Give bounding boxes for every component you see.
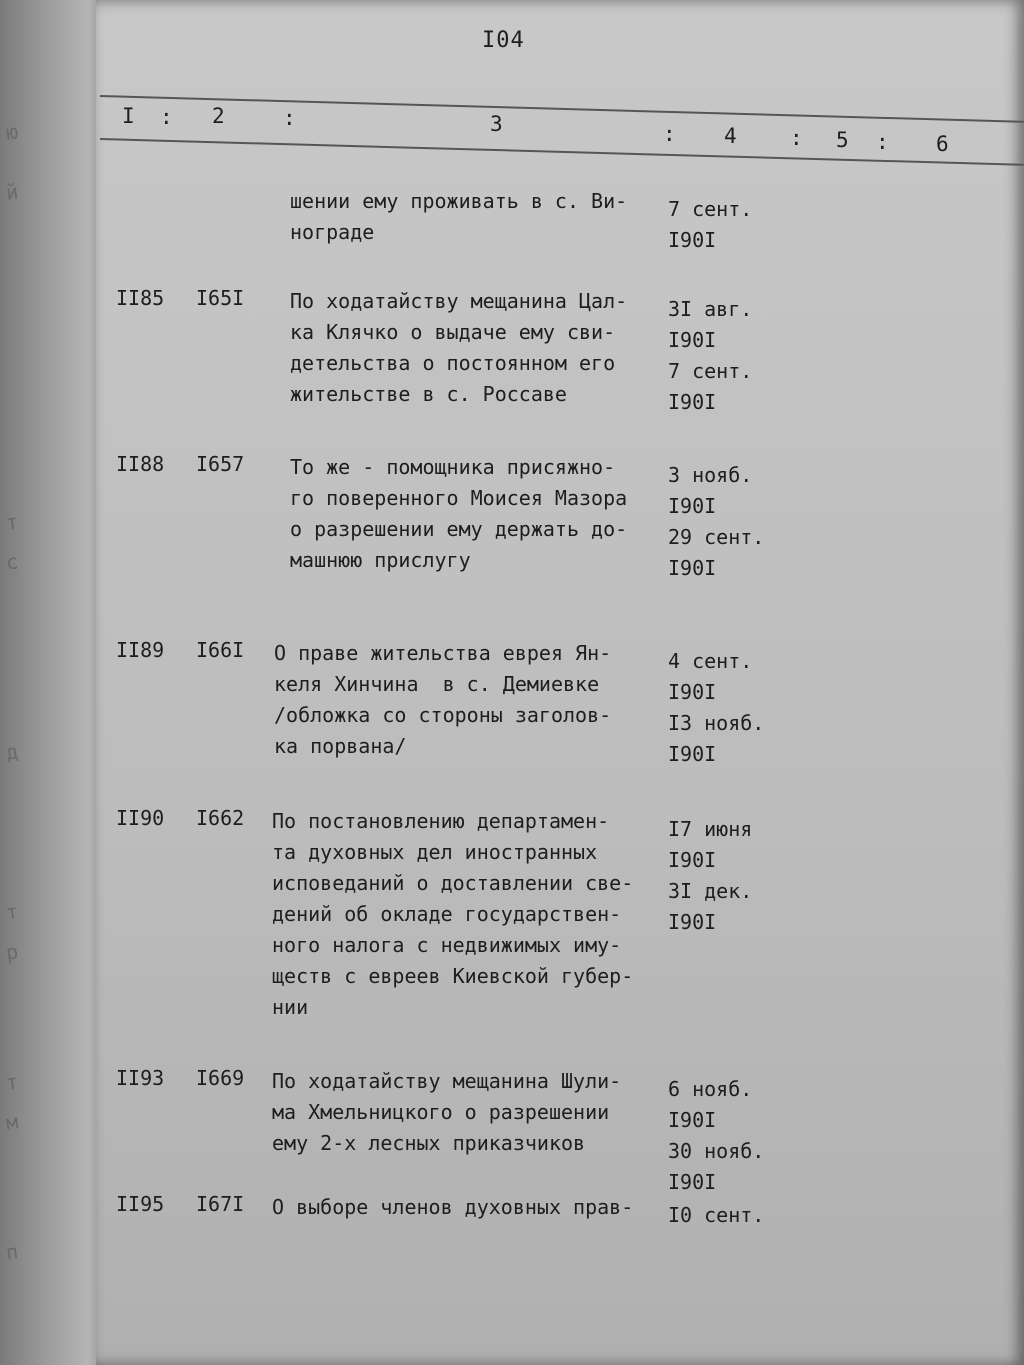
entry-date-line: I90I (668, 228, 717, 252)
entry-text-line: нограде (290, 220, 375, 244)
entry-text-line: То же - помощника присяжно- (290, 455, 616, 479)
entry-date-line: I90I (668, 1170, 717, 1194)
entry-text-line: нии (272, 995, 309, 1019)
entry-number: II88 (116, 452, 165, 476)
left-margin-mark: т (4, 509, 20, 535)
left-margin-mark: т (4, 899, 20, 925)
entry-number: II90 (116, 806, 165, 830)
column-header-6: 6 (936, 132, 949, 156)
entry-date-line: 7 сент. (668, 197, 753, 221)
left-margin-mark: д (4, 739, 20, 765)
left-margin-mark: м (4, 1109, 20, 1135)
column-separator: : (663, 122, 676, 146)
column-header-1: I (122, 104, 135, 128)
entry-date-line: I90I (668, 328, 717, 352)
entry-text-line: По ходатайству мещанина Цал- (290, 289, 628, 313)
left-margin-mark: ю (4, 119, 20, 145)
entry-date-line: 3I авг. (668, 297, 753, 321)
entry-code: I66I (196, 638, 245, 662)
left-margin-mark: й (4, 179, 20, 205)
entry-code: I669 (196, 1066, 245, 1090)
left-margin-mark: п (4, 1239, 20, 1265)
left-margin-mark: р (4, 939, 20, 965)
entry-date-line: 6 нояб. (668, 1077, 753, 1101)
entry-text-line: келя Хинчина в с. Демиевке (274, 672, 600, 696)
entry-date-line: 3 нояб. (668, 463, 753, 487)
entry-date-line: I90I (668, 680, 717, 704)
entry-text-line: шении ему проживать в с. Ви- (290, 189, 628, 213)
entry-code: I65I (196, 286, 245, 310)
column-separator: : (160, 105, 173, 129)
entry-number: II95 (116, 1192, 165, 1216)
entry-text-line: /обложка со стороны заголов- (274, 703, 612, 727)
column-header-2: 2 (212, 104, 225, 128)
entry-text-line: О выборе членов духовных прав- (272, 1195, 634, 1219)
entry-text-line: жительстве в с. Россаве (290, 382, 567, 406)
entry-text-line: детельства о постоянном его (290, 351, 616, 375)
left-page-edge (0, 0, 110, 1365)
entry-date-line: I90I (668, 910, 717, 934)
column-separator: : (283, 106, 296, 130)
entry-date-line: I90I (668, 494, 717, 518)
entry-date-line: I7 июня (668, 817, 753, 841)
entry-text-line: По постановлению департамен- (272, 809, 610, 833)
left-margin-mark: т (4, 1069, 20, 1095)
entry-date-line: I90I (668, 556, 717, 580)
entry-text-line: ка Клячко о выдаче ему сви- (290, 320, 616, 344)
entry-text-line: О праве жительства еврея Ян- (274, 641, 612, 665)
entry-date-line: I90I (668, 742, 717, 766)
entry-date-line: I3 нояб. (668, 711, 765, 735)
entry-text-line: та духовных дел иностранных (272, 840, 598, 864)
column-separator: : (876, 130, 889, 154)
column-header-3: 3 (490, 112, 503, 136)
entry-text-line: исповеданий о доставлении све- (272, 871, 634, 895)
entry-date-line: 30 нояб. (668, 1139, 765, 1163)
entry-text-line: ка порвана/ (274, 734, 407, 758)
entry-number: II89 (116, 638, 165, 662)
entry-number: II93 (116, 1066, 165, 1090)
entry-code: I67I (196, 1192, 245, 1216)
entry-date-line: I90I (668, 848, 717, 872)
column-header-4: 4 (724, 124, 737, 148)
entry-date-line: 29 сент. (668, 525, 765, 549)
page-number: I04 (482, 28, 525, 53)
entry-date-line: 4 сент. (668, 649, 753, 673)
entry-code: I657 (196, 452, 245, 476)
entry-number: II85 (116, 286, 165, 310)
entry-date-line: 3I дек. (668, 879, 753, 903)
entry-text-line: ществ с евреев Киевской губер- (272, 964, 634, 988)
entry-code: I662 (196, 806, 245, 830)
entry-date-line: I0 сент. (668, 1203, 765, 1227)
entry-text-line: ного налога с недвижимых иму- (272, 933, 622, 957)
entry-text-line: дений об окладе государствен- (272, 902, 622, 926)
entry-text-line: о разрешении ему держать до- (290, 517, 628, 541)
entry-text-line: машнюю прислугу (290, 548, 471, 572)
column-header-5: 5 (836, 128, 849, 152)
entry-date-line: I90I (668, 1108, 717, 1132)
entry-date-line: I90I (668, 390, 717, 414)
entry-date-line: 7 сент. (668, 359, 753, 383)
entry-text-line: ма Хмельницкого о разрешении (272, 1100, 610, 1124)
entry-text-line: ему 2-х лесных приказчиков (272, 1131, 586, 1155)
entry-text-line: По ходатайству мещанина Шули- (272, 1069, 622, 1093)
column-separator: : (790, 126, 803, 150)
left-margin-mark: с (4, 549, 20, 575)
entry-text-line: го поверенного Моисея Мазора (290, 486, 628, 510)
